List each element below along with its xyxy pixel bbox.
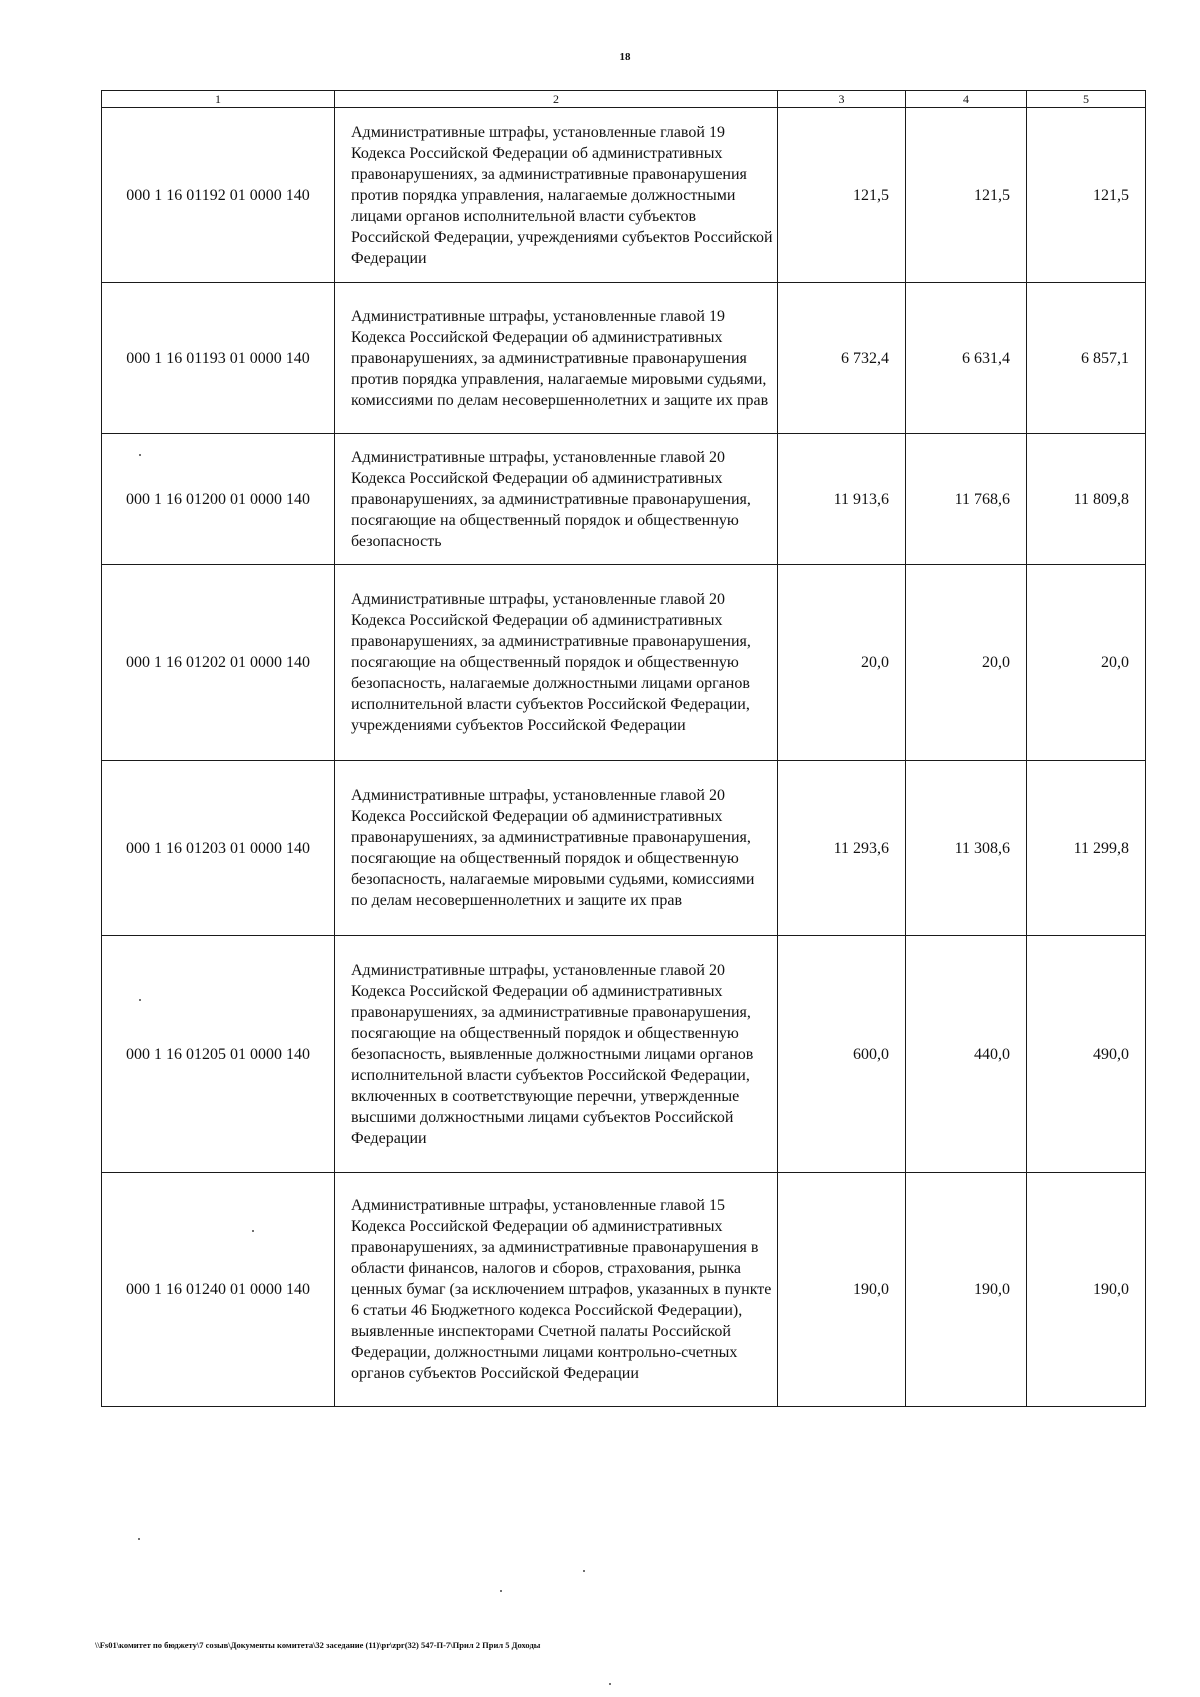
description-cell: Административные штрафы, установленные главой 19 Кодекса Российской Федерации об административных правонарушениях, за административные правонарушения против порядка управления, налагаемые должностными лицами органов исполнительной власти субъектов Российской Федерации, учреждениями субъектов Российской Федерации xyxy=(335,108,778,283)
amount-col4-cell: 11 308,6 xyxy=(906,761,1027,936)
amount-col5-cell: 121,5 xyxy=(1027,108,1146,283)
table-row xyxy=(102,565,1146,761)
table-row xyxy=(102,1173,1146,1407)
page-number: 18 xyxy=(619,51,631,63)
amount-col3-cell: 121,5 xyxy=(778,108,906,283)
description-cell: Административные штрафы, установленные главой 20 Кодекса Российской Федерации об административных правонарушениях, за административные правонарушения, посягающие на общественный порядок и общественную безопасность, налагаемые должностными лицами органов исполнительной власти субъектов Российской Федерации, учреждениями субъектов Российской Федерации xyxy=(335,565,778,761)
budget-code-cell: 000 1 16 01240 01 0000 140 xyxy=(102,1173,335,1407)
column-header-4: 4 xyxy=(906,91,1027,108)
table-row xyxy=(102,761,1146,936)
scan-speck xyxy=(139,999,141,1001)
amount-col5-cell: 11 809,8 xyxy=(1027,434,1146,565)
table-row xyxy=(102,283,1146,434)
amount-col4-cell: 20,0 xyxy=(906,565,1027,761)
description-cell: Административные штрафы, установленные главой 19 Кодекса Российской Федерации об административных правонарушениях, за административные правонарушения против порядка управления, налагаемые мировыми судьями, комиссиями по делам несовершеннолетних и защите их прав xyxy=(335,283,778,434)
amount-col5-cell: 190,0 xyxy=(1027,1173,1146,1407)
amount-col3-cell: 6 732,4 xyxy=(778,283,906,434)
column-header-5: 5 xyxy=(1027,91,1146,108)
column-header-3: 3 xyxy=(778,91,906,108)
description-cell: Административные штрафы, установленные главой 20 Кодекса Российской Федерации об административных правонарушениях, за административные правонарушения, посягающие на общественный порядок и общественную безопасность xyxy=(335,434,778,565)
table-row xyxy=(102,108,1146,283)
budget-code-cell: 000 1 16 01192 01 0000 140 xyxy=(102,108,335,283)
amount-col3-cell: 600,0 xyxy=(778,936,906,1173)
scan-speck xyxy=(583,1570,585,1572)
amount-col3-cell: 11 913,6 xyxy=(778,434,906,565)
description-cell: Административные штрафы, установленные главой 20 Кодекса Российской Федерации об административных правонарушениях, за административные правонарушения, посягающие на общественный порядок и общественную безопасность, налагаемые мировыми судьями, комиссиями по делам несовершеннолетних и защите их прав xyxy=(335,761,778,936)
amount-col4-cell: 6 631,4 xyxy=(906,283,1027,434)
amount-col5-cell: 20,0 xyxy=(1027,565,1146,761)
table-header-row xyxy=(102,91,1146,108)
amount-col5-cell: 6 857,1 xyxy=(1027,283,1146,434)
table-row xyxy=(102,936,1146,1173)
scan-speck xyxy=(138,1538,140,1540)
amount-col5-cell: 11 299,8 xyxy=(1027,761,1146,936)
budget-code-cell: 000 1 16 01202 01 0000 140 xyxy=(102,565,335,761)
amount-col5-cell: 490,0 xyxy=(1027,936,1146,1173)
budget-code-cell: 000 1 16 01200 01 0000 140 xyxy=(102,434,335,565)
revenue-table xyxy=(101,90,1146,1407)
description-cell: Административные штрафы, установленные главой 20 Кодекса Российской Федерации об административных правонарушениях, за административные правонарушения, посягающие на общественный порядок и общественную безопасность, выявленные должностными лицами органов исполнительной власти субъектов Российской Федерации, включенных в соответствующие перечни, утвержденные высшими должностными лицами субъектов Российской Федерации xyxy=(335,936,778,1173)
budget-code-cell: 000 1 16 01205 01 0000 140 xyxy=(102,936,335,1173)
amount-col3-cell: 11 293,6 xyxy=(778,761,906,936)
description-cell: Административные штрафы, установленные главой 15 Кодекса Российской Федерации об административных правонарушениях, за административные правонарушения в области финансов, налогов и сборов, страхования, рынка ценных бумаг (за исключением штрафов, указанных в пункте 6 статьи 46 Бюджетного кодекса Российской Федерации), выявленные инспекторами Счетной палаты Российской Федерации, должностными лицами контрольно-счетных органов субъектов Российской Федерации xyxy=(335,1173,778,1407)
scan-speck xyxy=(609,1683,611,1685)
scan-speck xyxy=(139,454,141,456)
budget-code-cell: 000 1 16 01203 01 0000 140 xyxy=(102,761,335,936)
scan-speck xyxy=(500,1590,502,1592)
column-header-2: 2 xyxy=(335,91,778,108)
file-path-footer: \\Fs01\комитет по бюджету\7 созыв\Документы комитета\32 заседание (11)\pr\zpr(32) 547-П-7\Прил 2 Прил 5 Доходы xyxy=(95,1640,541,1650)
scan-speck xyxy=(252,1230,254,1232)
table-row xyxy=(102,434,1146,565)
amount-col4-cell: 11 768,6 xyxy=(906,434,1027,565)
amount-col4-cell: 190,0 xyxy=(906,1173,1027,1407)
amount-col3-cell: 20,0 xyxy=(778,565,906,761)
amount-col3-cell: 190,0 xyxy=(778,1173,906,1407)
column-header-1: 1 xyxy=(102,91,335,108)
amount-col4-cell: 121,5 xyxy=(906,108,1027,283)
amount-col4-cell: 440,0 xyxy=(906,936,1027,1173)
budget-code-cell: 000 1 16 01193 01 0000 140 xyxy=(102,283,335,434)
